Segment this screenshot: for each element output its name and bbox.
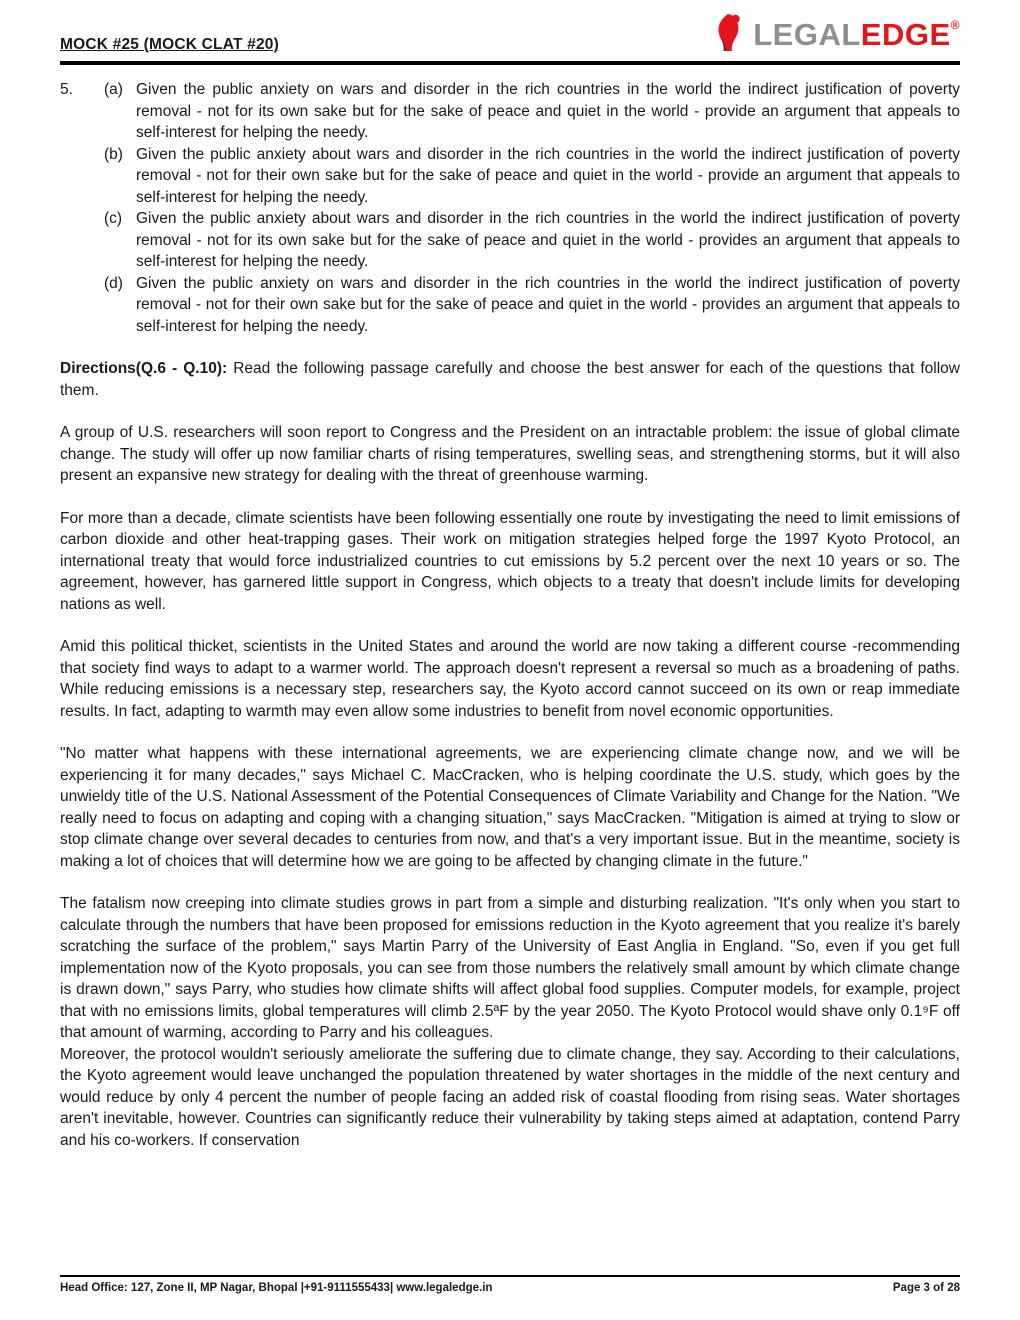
option-d <box>104 273 960 338</box>
header-divider <box>60 61 960 65</box>
passage-paragraph: "No matter what happens with these international agreements, we are experiencing climate change now, and we will be experiencing it for many decades," says Michael C. MacCracken, who is helping coordinate the U.S. study, which goes by the unwieldy title of the U.S. National Assessment of the Potential Consequences of Climate Variability and Change for the Nation. "We really need to focus on adapting and coping with a changing situation," says MacCracken. "Mitigation is aimed at trying to slow or stop climate change over several decades to centuries from now, and that's a very important issue. But in the meantime, society is making a lot of choices that will determine how we are going to be affected by changing climate in the future." <box>60 745 960 870</box>
footer-office-info: Head Office: 127, Zone II, MP Nagar, Bhopal |+91-9111555433| www.legaledge.in <box>60 1282 493 1294</box>
question-number: 5. <box>60 81 73 98</box>
logo-edge-text: EDGE <box>860 17 951 52</box>
passage-paragraph: For more than a decade, climate scientists have been following essentially one route by investigating the need to limit emissions of carbon dioxide and other heat-trapping gases. Their work on mitigation strategies helped forge the 1997 Kyoto Protocol, an international treaty that would force industrialized countries to cut emissions by 5.2 percent over the next 10 years or so. The agreement, however, has garnered little support in Congress, which objects to a treaty that doesn't include limits for developing nations as well. <box>60 509 960 613</box>
question-options <box>104 79 960 337</box>
option-label: (b) <box>104 145 123 163</box>
legaledge-logo-icon <box>714 12 746 57</box>
passage-paragraph: A group of U.S. researchers will soon report to Congress and the President on an intractable problem: the issue of global climate change. The study will offer up now familiar charts of rising temperatures, swelling seas, and strengthening storms, but it will also present an expansive new strategy for dealing with the threat of greenhouse warming. <box>60 424 960 484</box>
page-footer <box>60 1275 960 1294</box>
option-label: (d) <box>104 274 123 292</box>
passage-paragraph: Amid this political thicket, scientists in the United States and around the world are now taking a different course -recommending that society find ways to adapt to a warmer world. The approach doesn't represent a reversal so much as a broadening of paths. While reducing emissions is a necessary step, researchers say, the Kyoto accord cannot succeed on its own or reap immediate results. In fact, adapting to warmth may even allow some industries to benefit from novel economic opportunities. <box>60 638 960 720</box>
registered-trademark-icon: ® <box>950 18 960 32</box>
directions-text: Read the following passage carefully and choose the best answer for each of the questions that follow them. <box>60 360 960 399</box>
option-label: (a) <box>104 81 123 98</box>
option-b <box>104 144 960 209</box>
question-5 <box>60 79 960 337</box>
legaledge-logo <box>714 12 960 61</box>
page-content <box>60 79 960 1151</box>
page-header <box>60 0 960 61</box>
legaledge-logo-text <box>753 19 960 50</box>
footer-divider <box>60 1275 960 1277</box>
logo-legal-text: LEGAL <box>753 17 861 52</box>
option-label: (c) <box>104 210 123 227</box>
directions <box>60 358 960 401</box>
option-text: Given the public anxiety about wars and disorder in the rich countries in the world the indirect justification of poverty removal - not for its own sake but for the sake of peace and quiet in the world - provides an argument that appeals to self-interest for helping the needy. <box>136 210 960 270</box>
page-title: MOCK #25 (MOCK CLAT #20) <box>60 36 279 53</box>
option-text: Given the public anxiety about wars and disorder in the rich countries in the world the indirect justification of poverty removal - not for their own sake but for the sake of peace and quiet in the world - provide an argument that appeals to self-interest for helping the needy. <box>136 145 960 206</box>
option-a <box>104 79 960 144</box>
passage-paragraph: The fatalism now creeping into climate studies grows in part from a simple and disturbing realization. "It's only when you start to calculate through the numbers that have been proposed for emissions reduction in the Kyoto agreement that you realize it's barely scratching the surface of the problem," says Martin Parry of the University of East Anglia in England. "So, even if you get full implementation now of the Kyoto proposals, you can see from those numbers the relatively small amount by which climate change is drawn down," says Parry, who studies how climate shifts will affect global food supplies. Computer models, for example, project that with no emissions limits, global temperatures will climb 2.5ªF by the year 2050. The Kyoto Protocol would shave only 0.1⁹F off that amount of warming, according to Parry and his colleagues. <box>60 895 960 1041</box>
option-text: Given the public anxiety on wars and disorder in the rich countries in the world the indirect justification of poverty removal - not for its own sake but for the sake of peace and quiet in the world - provide an argument that appeals to self-interest for helping the needy. <box>136 81 960 141</box>
option-c <box>104 208 960 273</box>
directions-label: Directions(Q.6 - Q.10): <box>60 360 228 377</box>
page-number: Page 3 of 28 <box>892 1282 960 1294</box>
option-text: Given the public anxiety on wars and disorder in the rich countries in the world the indirect justification of poverty removal - not for their own sake but for the sake of peace and quiet in the world - provides an argument that appeals to self-interest for helping the needy. <box>136 274 960 335</box>
passage-paragraph: Moreover, the protocol wouldn't seriously ameliorate the suffering due to climate change, they say. According to their calculations, the Kyoto agreement would leave unchanged the population threatened by water shortages in the middle of the next century and would reduce by only 4 percent the number of people facing an added risk of coastal flooding from rising seas. Water shortages aren't inevitable, however. Countries can significantly reduce their vulnerability by taking steps aimed at adaptation, contend Parry and his co-workers. If conservation <box>60 1045 960 1149</box>
